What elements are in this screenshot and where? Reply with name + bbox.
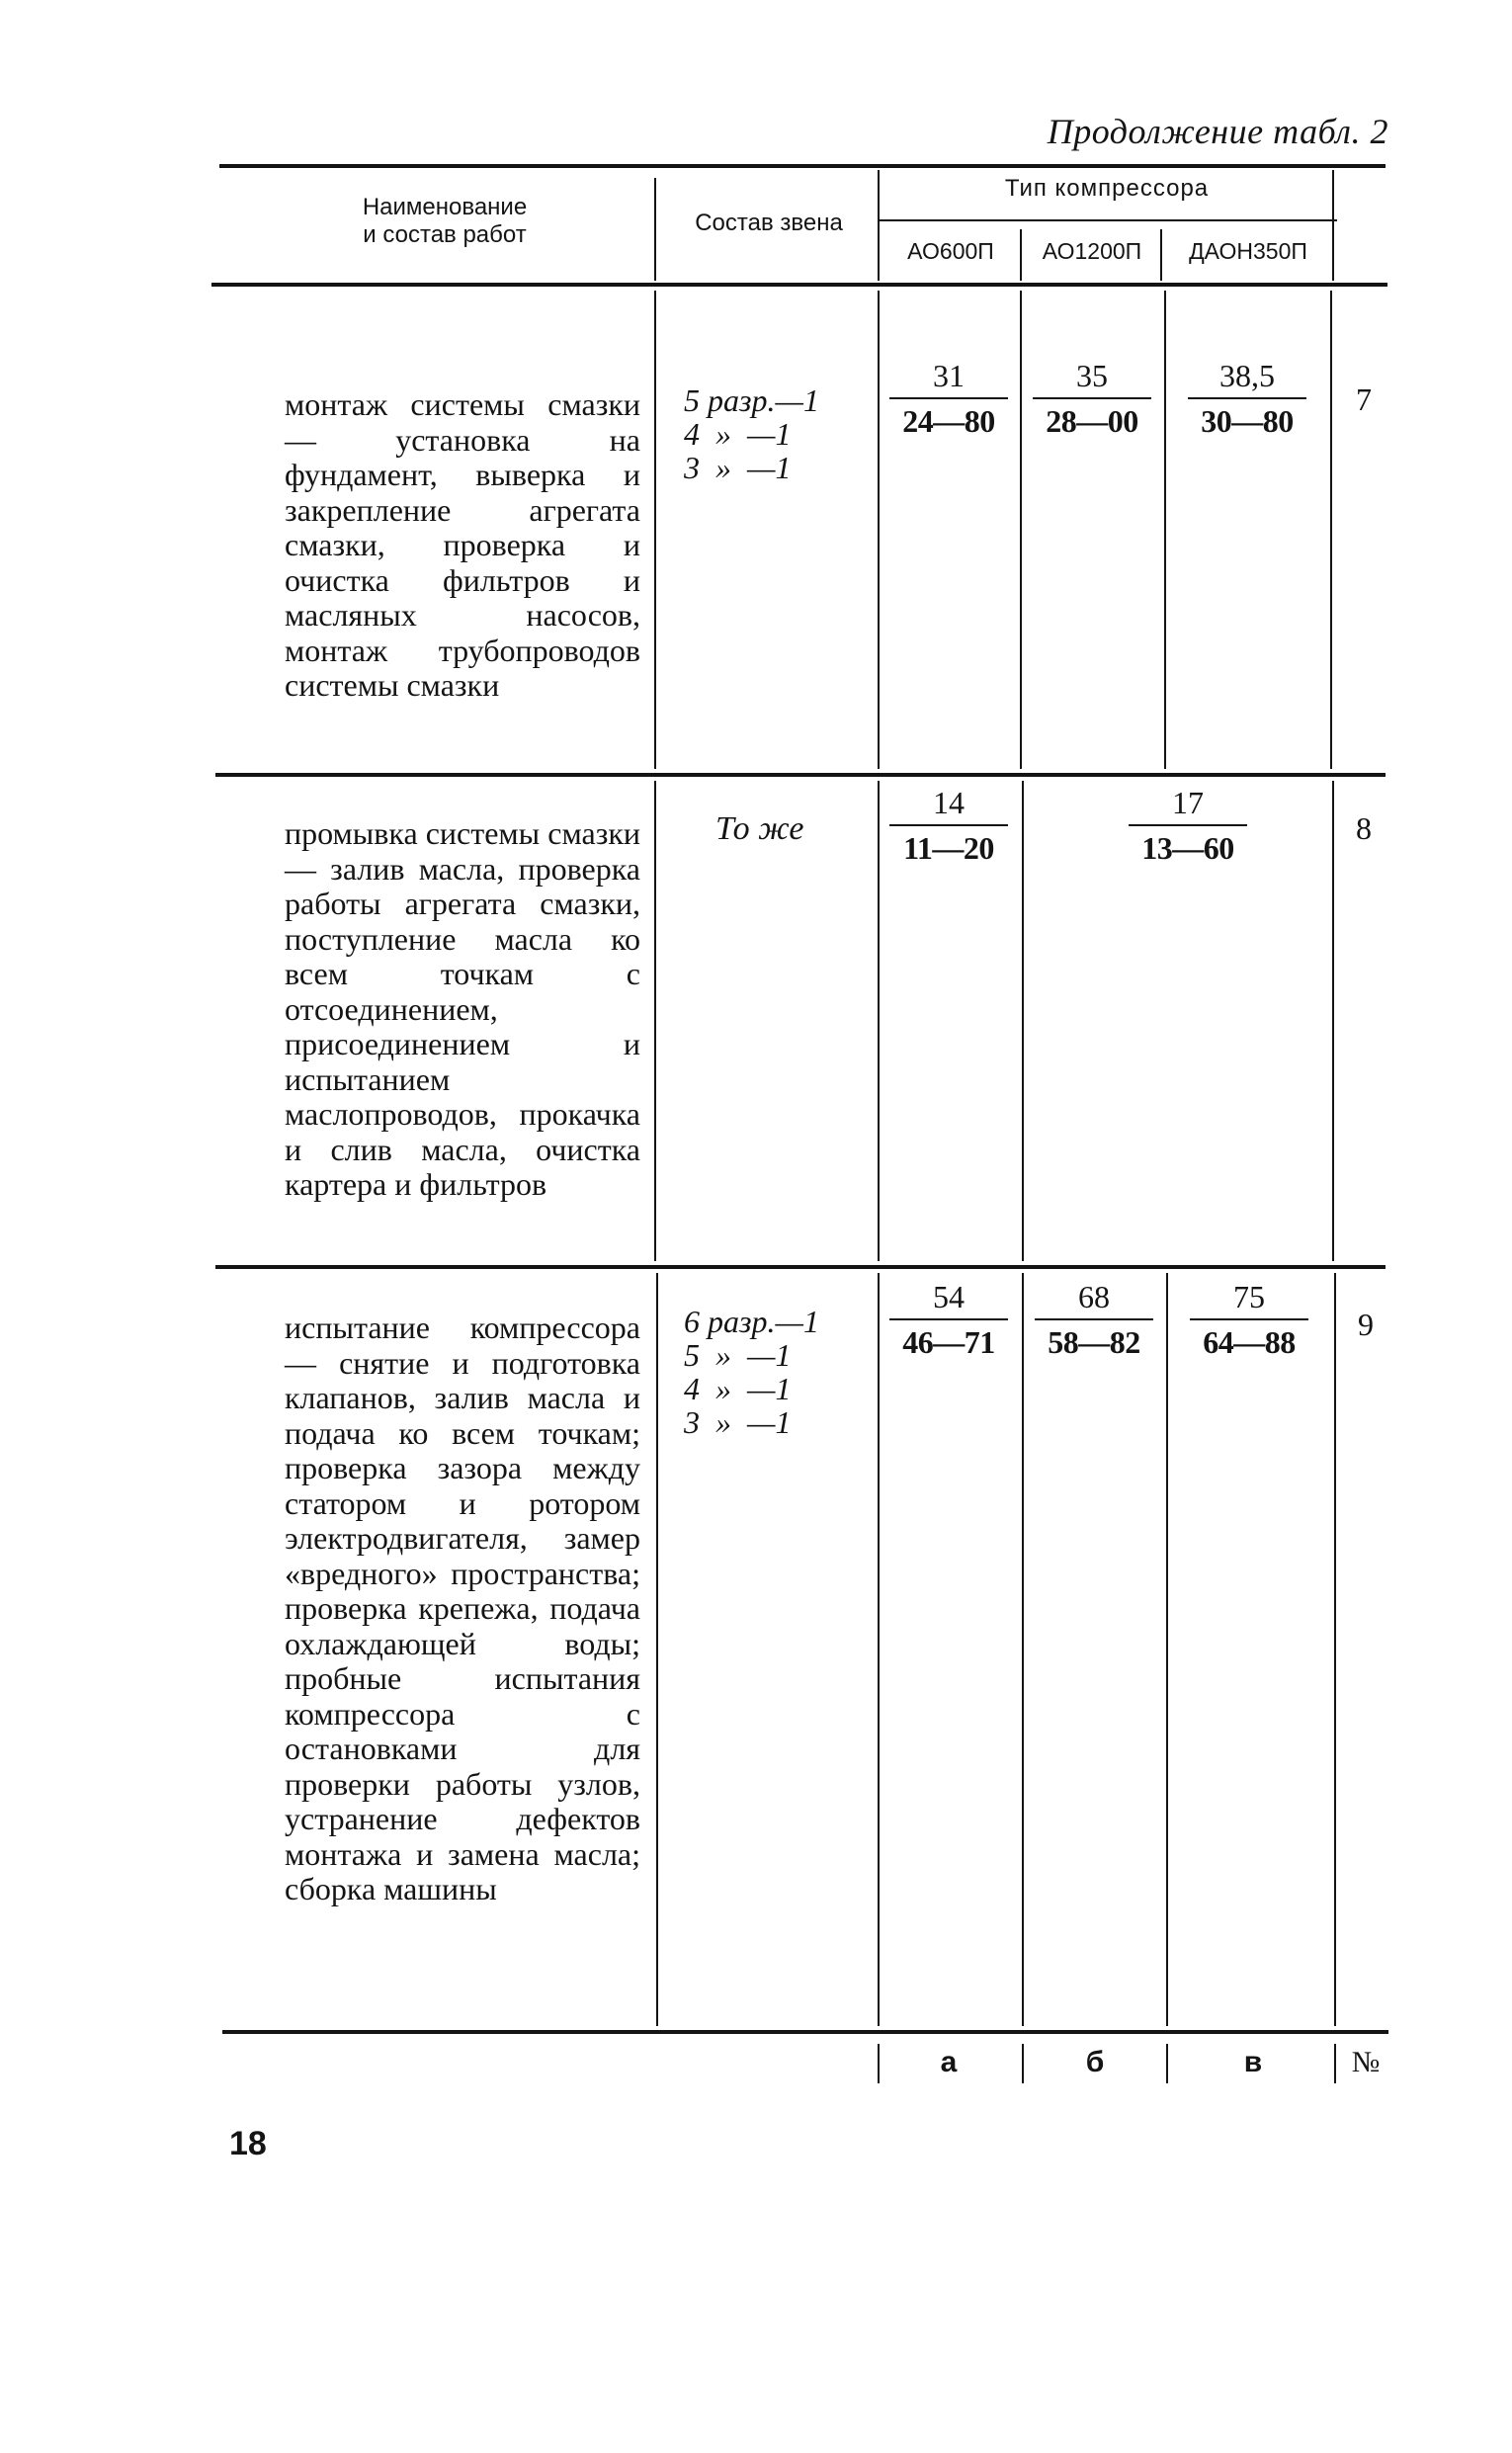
column-header-name-line2: и состав работ	[363, 221, 527, 248]
value-norm: 38,5	[1188, 356, 1306, 399]
value-price: 58—82	[1048, 1324, 1140, 1360]
work-description-row-9: испытание компрессора — снятие и подготовка клапанов, залив масла и подача ко всем точкам; проверка зазора между статором и ротором электродвигателя, замер «вредного» пространства; проверка крепежа, подача охлаждающей воды; пробные испытания компрессора с остановками для проверки работы узлов, устранение дефектов монтажа и замена масла; сборка машины	[285, 1310, 640, 1906]
crew-line: 4 » —1	[684, 416, 792, 452]
work-description-row-8: промывка системы смазки — залив масла, проверка работы агрегата смазки, поступление масла ко всем точкам с отсоединением, присоединением и испытанием маслопроводов, прокачка и слив масла, очистка картера и фильтров	[285, 815, 640, 1202]
crew-line: 6 разр.—1	[684, 1304, 819, 1339]
value-row-9-type-b	[1035, 1277, 1153, 1364]
row-divider-1	[215, 773, 1386, 777]
type-header-rule	[878, 219, 1337, 221]
value-price: 13—60	[1141, 830, 1234, 866]
crew-composition-row-9	[684, 1305, 819, 1439]
value-norm: 35	[1033, 356, 1151, 399]
crew-composition-row-8: То же	[715, 810, 804, 847]
col-rule-c-header	[1160, 229, 1162, 281]
value-row-8-type-bc	[1129, 783, 1247, 870]
crew-line: 5 разр.—1	[684, 382, 819, 418]
value-price: 24—80	[902, 403, 995, 439]
table-bottom-rule	[222, 2030, 1388, 2034]
footer-tick	[1022, 2044, 1024, 2083]
column-label-b: б	[1085, 2046, 1105, 2078]
value-norm: 68	[1035, 1277, 1153, 1320]
footer-tick	[878, 2044, 880, 2083]
crew-line: 4 » —1	[684, 1371, 792, 1406]
value-row-8-type-a	[889, 783, 1008, 870]
value-row-9-type-a	[889, 1277, 1008, 1364]
crew-line: 5 » —1	[684, 1337, 792, 1373]
footer-tick	[1166, 2044, 1168, 2083]
table-top-rule	[219, 164, 1386, 168]
value-row-7-type-c	[1188, 356, 1306, 443]
col-rule	[1022, 781, 1024, 1261]
row-number: 9	[1358, 1307, 1374, 1342]
column-header-name	[247, 194, 642, 249]
column-label-c: в	[1243, 2046, 1263, 2078]
value-price: 30—80	[1201, 403, 1294, 439]
col-rule	[878, 1273, 880, 2026]
column-label-number: №	[1351, 2046, 1381, 2078]
col-rule	[656, 1273, 658, 2026]
value-row-9-type-c	[1190, 1277, 1308, 1364]
value-norm: 17	[1129, 783, 1247, 826]
work-description-row-7: монтаж системы смазки — установка на фундамент, выверка и закрепление агрегата смазки, проверка и очистка фильтров и масляных насосов, монтаж трубопроводов системы смазки	[285, 386, 640, 703]
value-price: 46—71	[902, 1324, 995, 1360]
column-header-crew: Состав звена	[695, 210, 843, 236]
col-rule	[1166, 1273, 1168, 2026]
column-header-type-c: ДАОН350П	[1189, 238, 1307, 264]
page-number: 18	[229, 2125, 267, 2162]
value-price: 11—20	[903, 830, 994, 866]
column-header-compressor-type: Тип компрессора	[1004, 175, 1210, 202]
col-rule	[1334, 1273, 1336, 2026]
value-row-7-type-a	[889, 356, 1008, 443]
col-rule	[654, 781, 656, 1261]
col-rule	[1332, 781, 1334, 1261]
col-rule	[1164, 291, 1166, 769]
column-header-type-b: АО1200П	[1042, 238, 1142, 264]
col-rule	[1022, 1273, 1024, 2026]
column-label-a: а	[940, 2046, 958, 2078]
column-header-name-line1: Наименование	[362, 194, 528, 220]
value-norm: 75	[1190, 1277, 1308, 1320]
crew-composition-row-7	[684, 383, 819, 484]
column-header-type-a: АО600П	[907, 238, 994, 264]
col-rule	[878, 291, 880, 769]
row-number: 7	[1356, 381, 1372, 417]
value-norm: 54	[889, 1277, 1008, 1320]
value-norm: 31	[889, 356, 1008, 399]
header-bottom-rule	[211, 283, 1387, 287]
row-divider-2	[215, 1265, 1386, 1269]
table-continuation-caption: Продолжение табл. 2	[1047, 112, 1388, 151]
col-rule	[654, 291, 656, 769]
value-price: 28—00	[1046, 403, 1138, 439]
crew-line: 3 » —1	[684, 1404, 792, 1440]
col-rule	[1330, 291, 1332, 769]
value-row-7-type-b	[1033, 356, 1151, 443]
col-rule-b-header	[1020, 229, 1022, 281]
value-norm: 14	[889, 783, 1008, 826]
row-number: 8	[1356, 810, 1372, 846]
value-price: 64—88	[1203, 1324, 1296, 1360]
col-rule	[1020, 291, 1022, 769]
crew-line: 3 » —1	[684, 450, 792, 485]
col-rule	[878, 781, 880, 1261]
